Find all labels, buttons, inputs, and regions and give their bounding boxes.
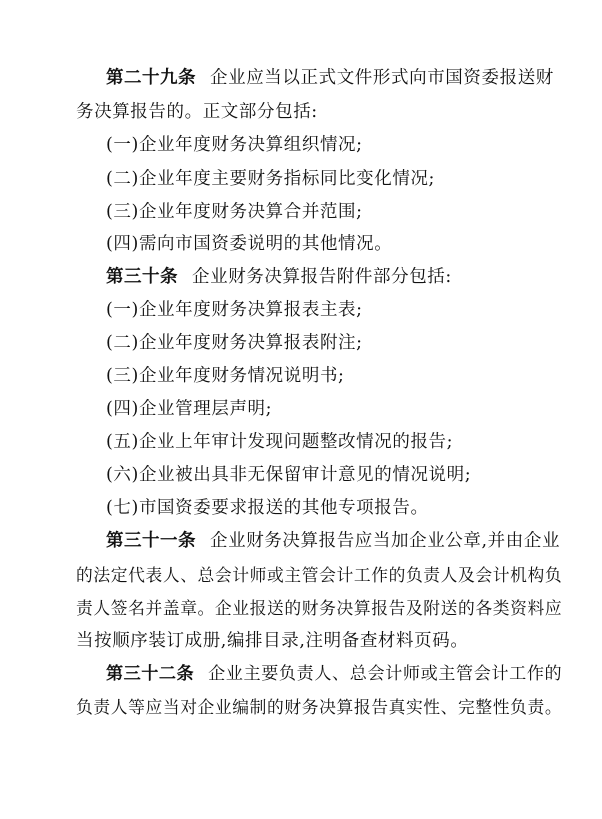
article-30-item-7: (七)市国资委要求报送的其他专项报告。 <box>106 498 429 518</box>
article-30-item-2: (二)企业年度财务决算报表附注; <box>106 333 363 353</box>
article-29-line-2: 务决算报告的。正文部分包括: <box>76 102 318 122</box>
article-29-item-1: (一)企业年度财务决算组织情况; <box>106 135 363 155</box>
article-29-text-1: 企业应当以正式文件形式向市国资委报送财 <box>210 68 554 88</box>
article-30-item-5: (五)企业上年审计发现问题整改情况的报告; <box>106 432 454 452</box>
article-31-title: 第三十一条 <box>106 531 196 551</box>
article-30-item-3: (三)企业年度财务情况说明书; <box>106 366 345 386</box>
article-30-title: 第三十条 <box>106 267 178 287</box>
article-31-text-1: 企业财务决算报告应当加企业公章,并由企业 <box>210 531 561 551</box>
article-30-item-6: (六)企业被出具非无保留审计意见的情况说明; <box>106 465 472 485</box>
article-30-item-1: (一)企业年度财务决算报表主表; <box>106 300 363 320</box>
article-29-item-2: (二)企业年度主要财务指标同比变化情况; <box>106 169 436 189</box>
article-31-line-3: 责人签名并盖章。企业报送的财务决算报告及附送的各类资料应 <box>76 598 563 618</box>
article-29-item-4: (四)需向市国资委说明的其他情况。 <box>106 234 393 254</box>
article-30-line-1 <box>106 265 452 289</box>
article-30-item-4: (四)企业管理层声明; <box>106 399 273 419</box>
article-29-title: 第二十九条 <box>106 68 196 88</box>
article-29-line-1 <box>106 66 554 90</box>
article-30-text-1: 企业财务决算报告附件部分包括: <box>192 267 452 287</box>
article-32-title: 第三十二条 <box>106 664 195 684</box>
article-32-line-1 <box>106 662 562 686</box>
article-32-line-2: 负责人等应当对企业编制的财务决算报告真实性、完整性负责。 <box>76 697 563 717</box>
article-29-item-3: (三)企业年度财务决算合并范围; <box>106 202 363 222</box>
article-31-line-1 <box>106 529 560 553</box>
article-32-text-1: 企业主要负责人、总会计师或主管会计工作的 <box>208 664 563 684</box>
article-31-line-4: 当按顺序装订成册,编排目录,注明备查材料页码。 <box>76 631 469 651</box>
article-31-line-2: 的法定代表人、总会计师或主管会计工作的负责人及会计机构负 <box>76 565 563 585</box>
